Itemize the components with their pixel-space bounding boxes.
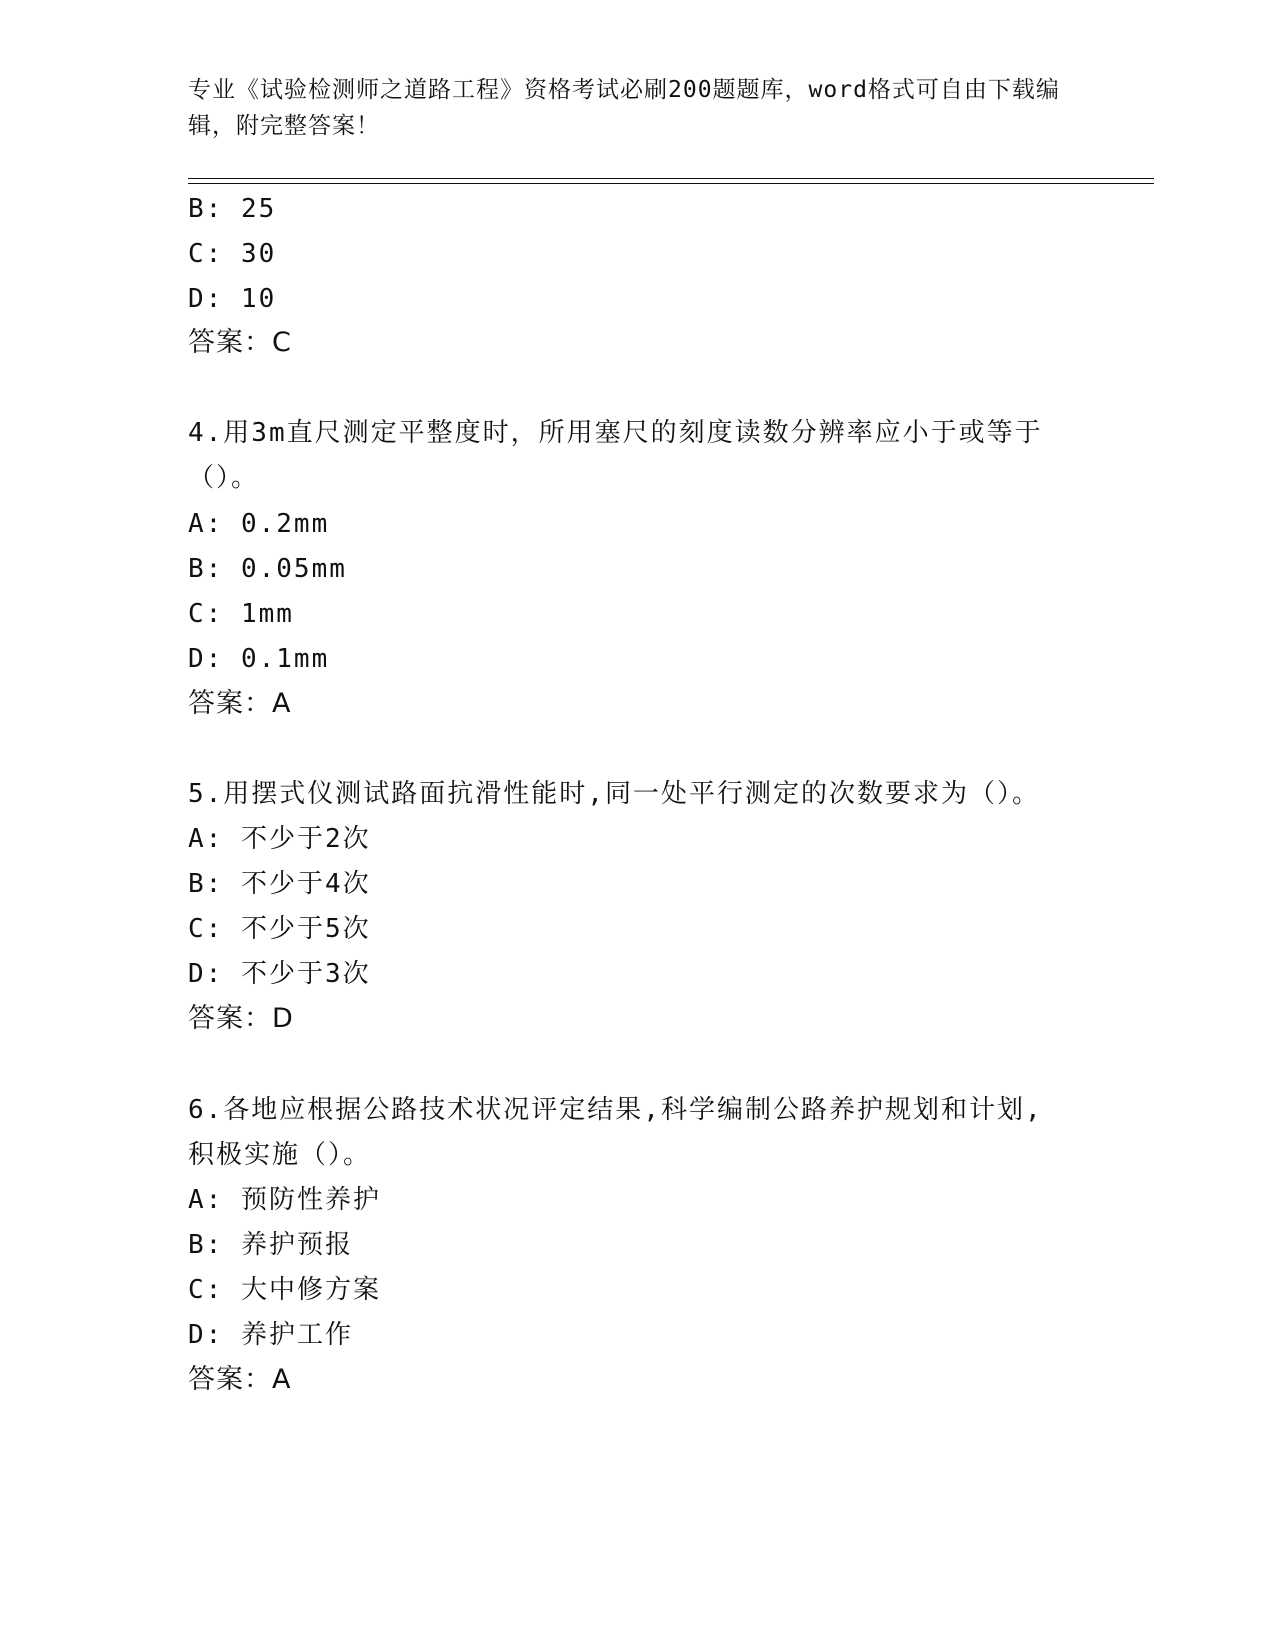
q4-option-b: B: 0.05mm (188, 554, 347, 584)
q5-option-a: A: 不少于2次 (188, 824, 371, 854)
q6-option-b: B: 养护预报 (188, 1230, 353, 1260)
q6-option-c: C: 大中修方案 (188, 1275, 381, 1305)
q3-answer: 答案：C (188, 327, 292, 358)
q5-option-c: C: 不少于5次 (188, 914, 371, 944)
q6-option-a: A: 预防性养护 (188, 1185, 381, 1215)
document-header: 专业《试验检测师之道路工程》资格考试必刷200题题库，word格式可自由下载编辑，附完整答案！ (188, 77, 1060, 139)
q4-option-c: C: 1mm (188, 599, 294, 629)
q6-answer: 答案：A (188, 1364, 292, 1395)
header-divider-bottom (188, 183, 1154, 184)
q4-answer: 答案：A (188, 688, 292, 719)
q5-answer: 答案：D (188, 1003, 294, 1034)
q3-option-c: C: 30 (188, 239, 277, 269)
q4-option-d: D: 0.1mm (188, 644, 330, 674)
q6-option-d: D: 养护工作 (188, 1320, 353, 1350)
q6-question-line1: 6.各地应根据公路技术状况评定结果,科学编制公路养护规划和计划, (188, 1095, 1043, 1125)
q4-option-a: A: 0.2mm (188, 509, 330, 539)
q5-option-b: B: 不少于4次 (188, 869, 371, 899)
header-divider-top (188, 178, 1154, 179)
q6-question-line2: 积极实施（）。 (188, 1140, 372, 1170)
q3-option-d: D: 10 (188, 284, 277, 314)
q3-option-b: B: 25 (188, 194, 277, 224)
q4-question-line1: 4.用3m直尺测定平整度时，所用塞尺的刻度读数分辨率应小于或等于 (188, 418, 1043, 448)
q5-option-d: D: 不少于3次 (188, 959, 371, 989)
q4-question-line2: （）。 (188, 463, 260, 493)
q5-question: 5.用摆式仪测试路面抗滑性能时,同一处平行测定的次数要求为（）。 (188, 779, 1040, 809)
